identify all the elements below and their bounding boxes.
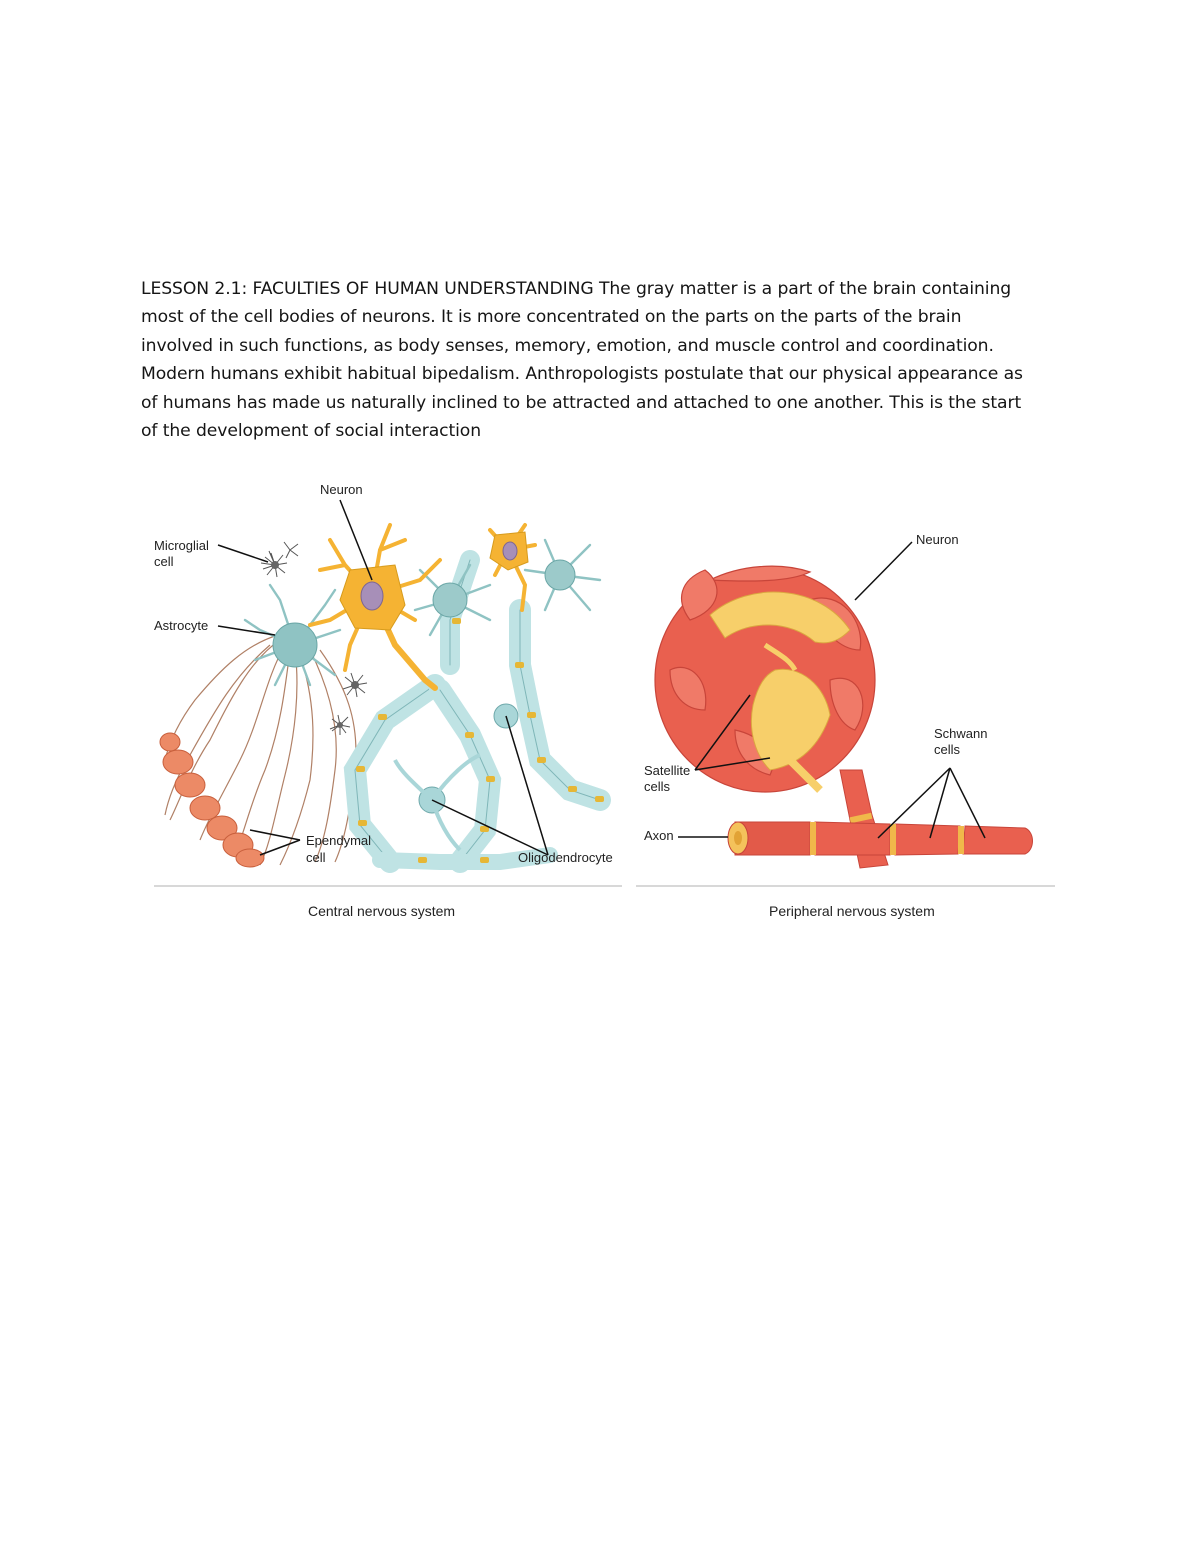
cns-caption: Central nervous system: [308, 903, 456, 919]
cns-label-neuron: Neuron: [320, 482, 363, 497]
astrocyte-cells: [245, 540, 600, 685]
paragraph-line: most of the cell bodies of neurons. It is more concentrated on the parts on the parts of the brain: [141, 307, 962, 328]
cns-label-oligodendrocyte: Oligodendrocyte: [518, 850, 613, 865]
lesson-paragraph: [141, 275, 1066, 445]
cns-label-microglial-2: cell: [154, 554, 174, 569]
paragraph-line: LESSON 2.1: FACULTIES OF HUMAN UNDERSTANDING The gray matter is a part of the brain containing: [141, 279, 1012, 299]
cns-panel: [154, 482, 622, 919]
cns-label-ependymal-1: Ependymal: [306, 833, 372, 848]
pns-label-schwann-1: Schwann: [934, 726, 988, 741]
paragraph-line: involved in such functions, as body senses, memory, emotion, and muscle control and coordination.: [141, 335, 994, 356]
pns-panel: [636, 532, 1055, 919]
pns-label-satellite-1: Satellite: [644, 763, 691, 778]
paragraph-line: of humans has made us naturally inclined to be attracted and attached to one another. This is the start: [141, 392, 1022, 413]
ependymal-cells: [160, 733, 264, 867]
pns-label-neuron: Neuron: [916, 532, 959, 547]
cns-label-ependymal-2: cell: [306, 850, 326, 865]
pns-label-axon: Axon: [644, 828, 674, 843]
cns-label-astrocyte: Astrocyte: [154, 618, 209, 633]
pns-caption: Peripheral nervous system: [769, 903, 935, 919]
paragraph-line: of the development of social interaction: [141, 421, 481, 442]
cns-label-microglial-1: Microglial: [154, 538, 209, 553]
pns-label-schwann-2: cells: [934, 742, 961, 757]
pns-label-satellite-2: cells: [644, 779, 671, 794]
figure-illustration: [150, 470, 1060, 930]
cns-neurons: [310, 525, 535, 688]
paragraph-line: Modern humans exhibit habitual bipedalism. Anthropologists postulate that our physical appearance as: [141, 364, 1023, 385]
glial-cells-figure: [150, 470, 1060, 930]
